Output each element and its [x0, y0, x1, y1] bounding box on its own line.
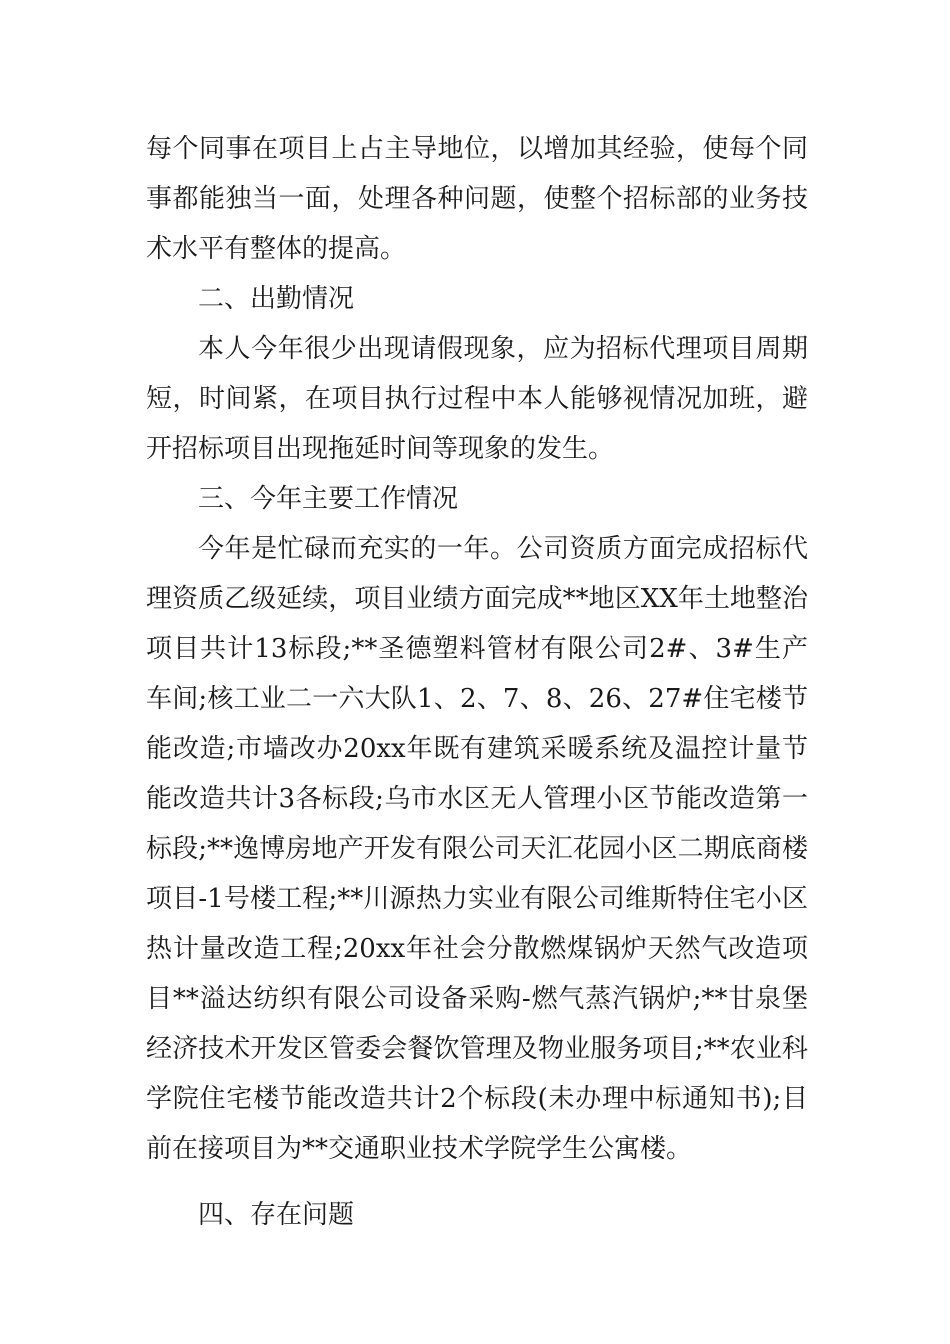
- paragraph-attendance: 本人今年很少出现请假现象，应为招标代理项目周期短，时间紧，在项目执行过程中本人能够视情况加班，避开招标项目出现拖延时间等现象的发生。: [146, 334, 808, 464]
- section-heading-main-work: 三、今年主要工作情况: [198, 484, 459, 514]
- paragraph-continuation: 每个同事在项目上占主导地位，以增加其经验，使每个同事都能独当一面，处理各种问题，使整个招标部的业务技术水平有整体的提高。: [146, 134, 808, 264]
- section-heading-attendance: 二、出勤情况: [198, 284, 355, 314]
- document-body: [146, 124, 808, 1240]
- paragraph-main-work: 今年是忙碌而充实的一年。公司资质方面完成招标代理资质乙级延续，项目业绩方面完成**地区XX年土地整治项目共计13标段;**圣德塑料管材有限公司2#、3#生产车间;核工业二一六大队1、2、7、8、26、27#住宅楼节能改造;市墙改办20xx年既有建筑采暖系统及温控计量节能改造共计3各标段;乌市水区无人管理小区节能改造第一标段;**逸博房地产开发有限公司天汇花园小区二期底商楼项目-1号楼工程;**川源热力实业有限公司维斯特住宅小区热计量改造工程;20xx年社会分散燃煤锅炉天然气改造项目**溢达纺织有限公司设备采购-燃气蒸汽锅炉;**甘泉堡经济技术开发区管委会餐饮管理及物业服务项目;**农业科学院住宅楼节能改造共计2个标段(未办理中标通知书);目前在接项目为**交通职业技术学院学生公寓楼。: [146, 534, 808, 1164]
- section-heading-problems: 四、存在问题: [198, 1200, 355, 1230]
